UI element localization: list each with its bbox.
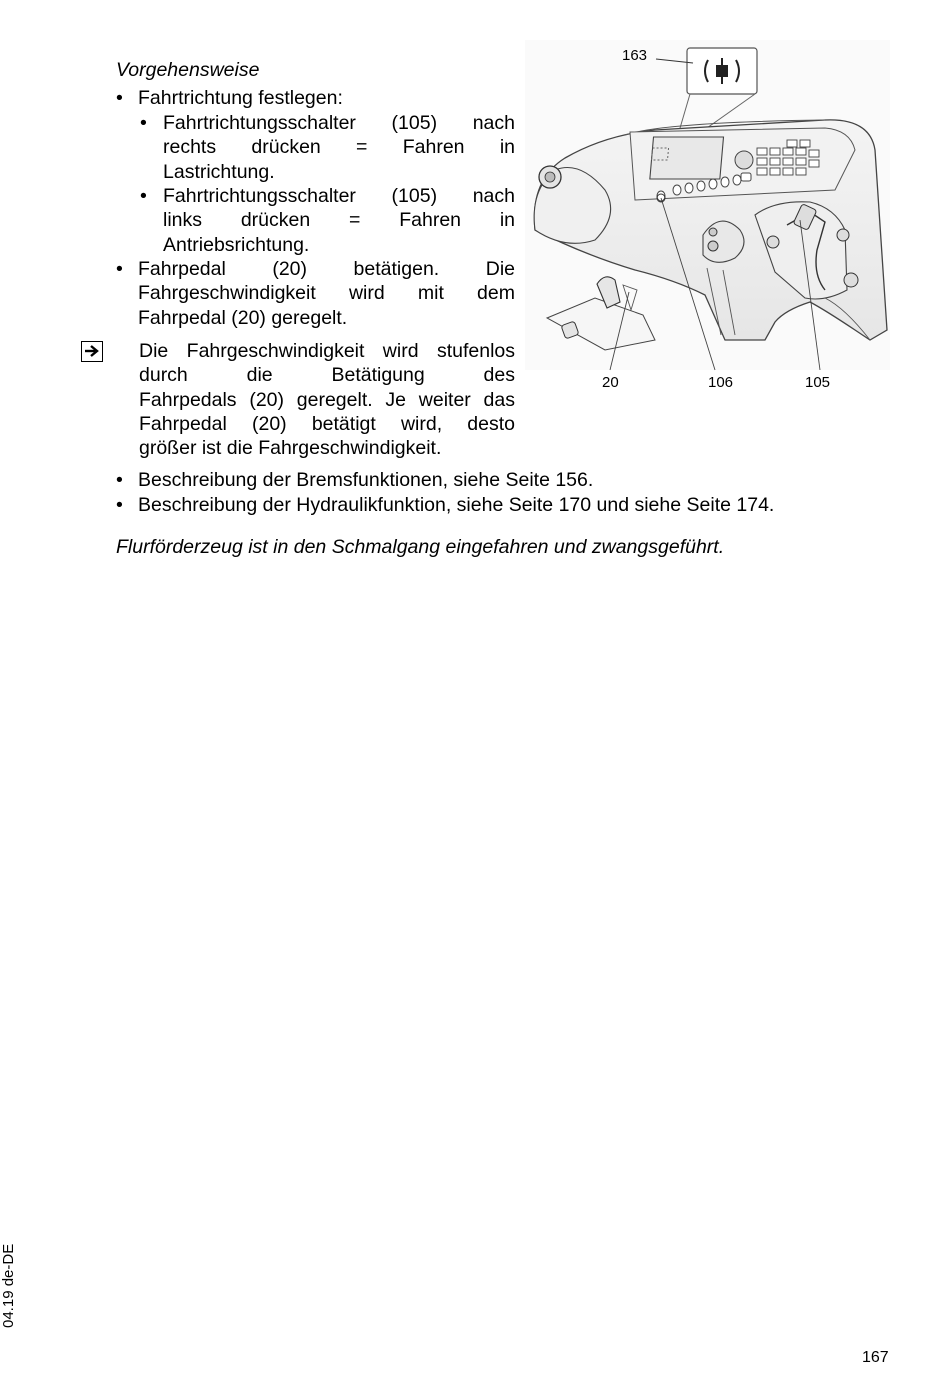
arrow-right-icon bbox=[81, 341, 103, 362]
reference-hydraulics-text: Beschreibung der Hydraulikfunktion, siehe Seite 170 und siehe Seite 174. bbox=[138, 494, 775, 516]
bullet: • bbox=[116, 87, 123, 109]
closing-statement: Flurförderzeug ist in den Schmalgang eingefahren und zwangsgeführt. bbox=[116, 536, 725, 558]
note-line-2: durch die Betätigung des bbox=[139, 364, 515, 387]
step-2-line-2: Fahrgeschwindigkeit wird mit dem bbox=[138, 282, 515, 305]
reference-brakes bbox=[116, 468, 836, 492]
sub-step-right-line-1: Fahrtrichtungsschalter (105) nach bbox=[163, 112, 515, 134]
bullet: • bbox=[116, 494, 123, 516]
bullet: • bbox=[116, 258, 123, 280]
sub-step-left-line-2: links drücken = Fahren in bbox=[163, 209, 515, 232]
step-1 bbox=[116, 86, 516, 110]
section-heading: Vorgehensweise bbox=[116, 59, 260, 81]
note-line-1: Die Fahrgeschwindigkeit wird stufenlos bbox=[139, 340, 515, 362]
sub-step-left-line-3: Antriebsrichtung. bbox=[163, 233, 310, 256]
sub-step-right-line-3: Lastrichtung. bbox=[163, 160, 275, 183]
step-2 bbox=[116, 257, 515, 330]
note-block bbox=[139, 339, 515, 460]
sub-step-right bbox=[140, 111, 515, 184]
callout-label-20: 20 bbox=[602, 374, 619, 391]
sub-step-left-line-1: Fahrtrichtungsschalter (105) nach bbox=[163, 185, 515, 207]
note-line-5: größer ist die Fahrgeschwindigkeit. bbox=[139, 437, 442, 460]
control-panel-drawing bbox=[525, 40, 890, 395]
note-line-4: Fahrpedal (20) betätigt wird, desto bbox=[139, 412, 515, 435]
reference-brakes-text: Beschreibung der Bremsfunktionen, siehe Seite 156. bbox=[138, 469, 594, 491]
step-2-line-3: Fahrpedal (20) geregelt. bbox=[138, 306, 348, 329]
page-number: 167 bbox=[862, 1349, 889, 1366]
reference-hydraulics bbox=[116, 493, 836, 517]
callout-label-106: 106 bbox=[708, 374, 734, 391]
document-version: 04.19 de-DE bbox=[0, 1243, 17, 1328]
callout-label-163: 163 bbox=[622, 47, 648, 64]
step-2-line-1: Fahrpedal (20) betätigen. Die bbox=[138, 258, 515, 280]
bullet: • bbox=[140, 112, 147, 134]
bullet: • bbox=[140, 185, 147, 207]
sub-step-left bbox=[140, 184, 515, 257]
control-panel-figure bbox=[525, 40, 890, 395]
note-line-3: Fahrpedals (20) geregelt. Je weiter das bbox=[139, 388, 515, 411]
sub-step-right-line-2: rechts drücken = Fahren in bbox=[163, 136, 515, 159]
bullet: • bbox=[116, 469, 123, 491]
callout-label-105: 105 bbox=[805, 374, 831, 391]
step-1-text: Fahrtrichtung festlegen: bbox=[138, 87, 343, 109]
